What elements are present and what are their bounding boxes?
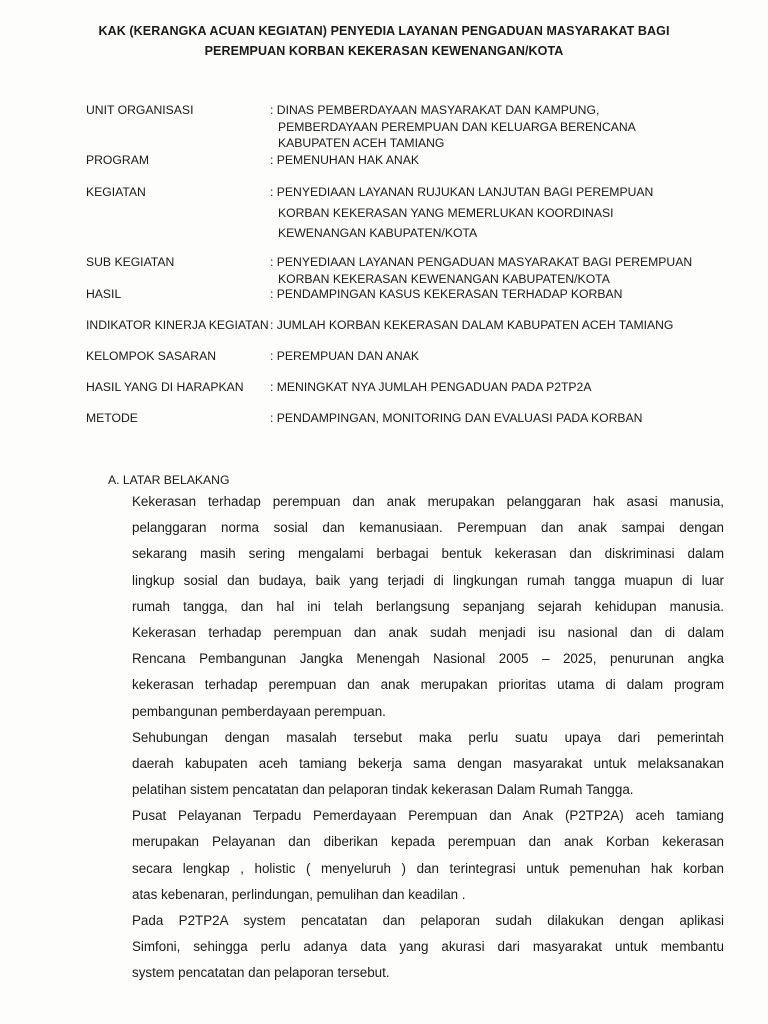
paragraph-line: atas kebenaran, perlindungan, pemulihan dan keadilan . bbox=[132, 886, 466, 902]
paragraph-line: merupakan Pelayanan dan diberikan kepada perempuan dan anak Korban kekerasan bbox=[132, 834, 724, 850]
paragraph-line: Pusat Pelayanan Terpadu Pemerdayaan Perempuan dan Anak (P2TP2A) aceh tamiang bbox=[132, 808, 724, 824]
field-value-line: : MENINGKAT NYA JUMLAH PENGADUAN PADA P2TP2A bbox=[270, 380, 592, 394]
paragraph-line: kekerasan terhadap perempuan dan anak merupakan prioritas utama di dalam program bbox=[132, 677, 724, 693]
body-paragraphs bbox=[132, 489, 724, 987]
paragraph-line: pelanggaran norma sosial dan kemanusiaan. Perempuan dan anak sampai dengan bbox=[132, 520, 724, 536]
field-value bbox=[270, 379, 726, 396]
field-label: KELOMPOK SASARAN bbox=[86, 349, 217, 363]
document-title-line-2: PEREMPUAN KORBAN KEKERASAN KEWENANGAN/KOTA bbox=[204, 44, 564, 58]
field-value bbox=[270, 410, 726, 427]
paragraph-line: daerah kabupaten aceh tamiang bekerja sama dengan masyarakat untuk melaksanakan bbox=[132, 755, 724, 771]
paragraph-line: Sehubungan dengan masalah tersebut maka perlu suatu upaya dari pemerintah bbox=[132, 729, 724, 745]
document-title-line-1: KAK (KERANGKA ACUAN KEGIATAN) PENYEDIA LAYANAN PENGADUAN MASYARAKAT BAGI bbox=[98, 24, 670, 38]
field-value bbox=[270, 348, 726, 365]
field-label: INDIKATOR KINERJA KEGIATAN bbox=[86, 318, 269, 332]
paragraph-line: Rencana Pembangunan Jangka Menengah Nasional 2005 – 2025, penurunan angka bbox=[132, 651, 724, 667]
field-label: PROGRAM bbox=[86, 153, 149, 167]
paragraph-line: Simfoni, sehingga perlu adanya data yang akurasi dari masyarakat untuk membantu bbox=[132, 939, 724, 955]
field-value bbox=[270, 254, 726, 287]
field-value bbox=[270, 286, 726, 303]
field-value-line: KORBAN KEKERASAN YANG MEMERLUKAN KOORDINASI bbox=[278, 205, 614, 220]
field-value bbox=[270, 184, 726, 242]
field-label: METODE bbox=[86, 411, 138, 425]
field-label: HASIL bbox=[86, 287, 122, 301]
field-value-line: PEMBERDAYAAN PEREMPUAN DAN KELUARGA BERENCANA bbox=[278, 119, 636, 134]
field-value-line: : JUMLAH KORBAN KEKERASAN DALAM KABUPATEN ACEH TAMIANG bbox=[270, 318, 674, 332]
field-value-line: : PEREMPUAN DAN ANAK bbox=[270, 349, 419, 363]
paragraph-line: pelatihan sistem pencatatan dan pelaporan tindak kekerasan Dalam Rumah Tangga. bbox=[132, 782, 634, 798]
field-value-line: KABUPATEN ACEH TAMIANG bbox=[278, 136, 445, 150]
paragraph-line: lingkup sosial dan budaya, baik yang terjadi di lingkungan rumah tangga muapun di luar bbox=[132, 572, 724, 588]
field-label: HASIL YANG DI HARAPKAN bbox=[86, 380, 244, 394]
field-value-line: : PENDAMPINGAN KASUS KEKERASAN TERHADAP KORBAN bbox=[270, 287, 623, 301]
field-value bbox=[270, 152, 726, 169]
field-label: KEGIATAN bbox=[86, 185, 146, 199]
field-label: UNIT ORGANISASI bbox=[86, 103, 194, 117]
section-heading-latar-belakang: A. LATAR BELAKANG bbox=[108, 473, 230, 487]
paragraph-line: sekarang masih sering mengalami berbagai bentuk kekerasan dan diskriminasi dalam bbox=[132, 546, 724, 562]
field-value bbox=[270, 102, 726, 152]
field-value-line: : PENYEDIAAN LAYANAN RUJUKAN LANJUTAN BAGI PEREMPUAN bbox=[270, 185, 654, 199]
field-label: SUB KEGIATAN bbox=[86, 255, 175, 269]
field-value-line: KEWENANGAN KABUPATEN/KOTA bbox=[278, 226, 478, 240]
paragraph-line: system pencatatan dan pelaporan tersebut. bbox=[132, 965, 390, 981]
field-value-line: : PEMENUHAN HAK ANAK bbox=[270, 153, 419, 167]
field-value-line: : DINAS PEMBERDAYAAN MASYARAKAT DAN KAMPUNG, bbox=[270, 103, 600, 117]
field-value-line: : PENYEDIAAN LAYANAN PENGADUAN MASYARAKAT BAGI PEREMPUAN bbox=[270, 255, 693, 269]
field-value bbox=[270, 317, 726, 334]
paragraph-line: secara lengkap , holistic ( menyeluruh ) dan terintegrasi untuk pemenuhan hak korban bbox=[132, 860, 724, 876]
paragraph-line: Pada P2TP2A system pencatatan dan pelaporan sudah dilakukan dengan aplikasi bbox=[132, 913, 724, 928]
paragraph-line: Kekerasan terhadap perempuan dan anak merupakan pelanggaran hak asasi manusia, bbox=[132, 494, 724, 509]
field-value-line: KORBAN KEKERASAN KEWENANGAN KABUPATEN/KOTA bbox=[278, 271, 610, 286]
field-value-line: : PENDAMPINGAN, MONITORING DAN EVALUASI PADA KORBAN bbox=[270, 411, 643, 425]
paragraph-line: Kekerasan terhadap perempuan dan anak sudah menjadi isu nasional dan di dalam bbox=[132, 624, 724, 640]
paragraph-line: pembangunan pemberdayaan perempuan. bbox=[132, 703, 386, 719]
paragraph-line: rumah tangga, dan hal ini telah berlangsung sepanjang sejarah kehidupan manusia. bbox=[132, 598, 724, 614]
